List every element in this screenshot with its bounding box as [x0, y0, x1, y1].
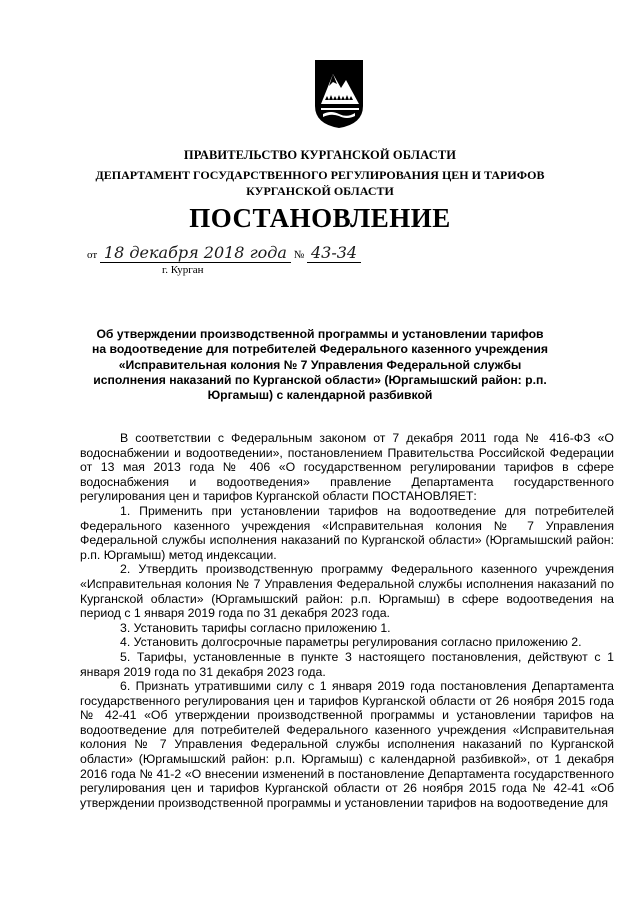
number-sign: №	[293, 249, 305, 261]
document-title: Об утверждении производственной программы и установлении тарифов на водоотведение для потребителей Федерального казенного учреждения «Исправительная колония № 7 Управления Федеральной службы исполнения наказаний по Курганской области» (Юргамышский район: р.п. Юргамыш) с календарной разбивкой	[92, 327, 548, 403]
city-name: г. Курган	[162, 264, 204, 276]
date-prefix: от	[87, 249, 98, 261]
coat-of-arms-icon	[313, 58, 365, 130]
document-body	[80, 431, 614, 810]
clause-paragraph: 4. Установить долгосрочные параметры регулирования согласно приложению 2.	[120, 635, 582, 650]
clause-paragraph: 2. Утвердить производственную программу Федерального казенного учреждения «Исправительная колония № 7 Управления Федеральной службы исполнения наказаний по Курганской области» (Юргамышский район: р.п. Юргамыш) в сфере водоотведения на период с 1 января 2019 года по 31 декабря 2023 года.	[80, 562, 614, 621]
clause-paragraph: 5. Тарифы, установленные в пункте 3 настоящего постановления, действуют с 1 января 2019 года по 31 декабря 2023 года.	[80, 649, 614, 679]
clause-paragraph: 1. Применить при установлении тарифов на водоотведение для потребителей Федерального казенного учреждения «Исправительная колония № 7 Управления Федеральной службы исполнения наказаний по Курганской области» (Юргамышский район: р.п. Юргамыш) метод индексации.	[80, 503, 614, 562]
department-name-line1: ДЕПАРТАМЕНТ ГОСУДАРСТВЕННОГО РЕГУЛИРОВАНИЯ ЦЕН И ТАРИФОВ	[95, 168, 545, 182]
preamble-paragraph: В соответствии с Федеральным законом от 7 декабря 2011 года № 416-ФЗ «О водоснабжении и водоотведении», постановлением Правительства Российской Федерации от 13 мая 2013 года № 406 «О государственном регулировании тарифов в сфере водоснабжения и водоотведения» правление Департамента государственного регулирования цен и тарифов Курганской области ПОСТАНОВЛЯЕТ:	[80, 431, 614, 504]
handwritten-date: 18 декабря 2018 года	[100, 243, 291, 263]
department-name-line2: КУРГАНСКОЙ ОБЛАСТИ	[246, 184, 394, 198]
date-number-line	[87, 243, 361, 262]
clause-paragraph: 6. Признать утратившими силу с 1 января 2019 года постановления Департамента государственного регулирования цен и тарифов Курганской области от 26 ноября 2015 года № 42-41 «Об утверждении производственной программы и установлении тарифов на водоотведение для потребителей Федерального казенного учреждения «Исправительная колония № 7 Управления Федеральной службы исполнения наказаний по Курганской области» (Юргамышский район: р.п. Юргамыш) с календарной разбивкой», от 1 декабря 2016 года № 41-2 «О внесении изменений в постановление Департамента государственного регулирования цен и тарифов Курганской области от 26 ноября 2015 года № 42-41 «Об утверждении производственной программы и установлении тарифов на водоотведение для	[80, 679, 614, 810]
clause-paragraph: 3. Установить тарифы согласно приложению 1.	[120, 620, 391, 635]
document-type-heading: ПОСТАНОВЛЕНИЕ	[189, 203, 451, 233]
handwritten-number: 43-34	[307, 243, 361, 263]
government-name: ПРАВИТЕЛЬСТВО КУРГАНСКОЙ ОБЛАСТИ	[183, 148, 457, 162]
